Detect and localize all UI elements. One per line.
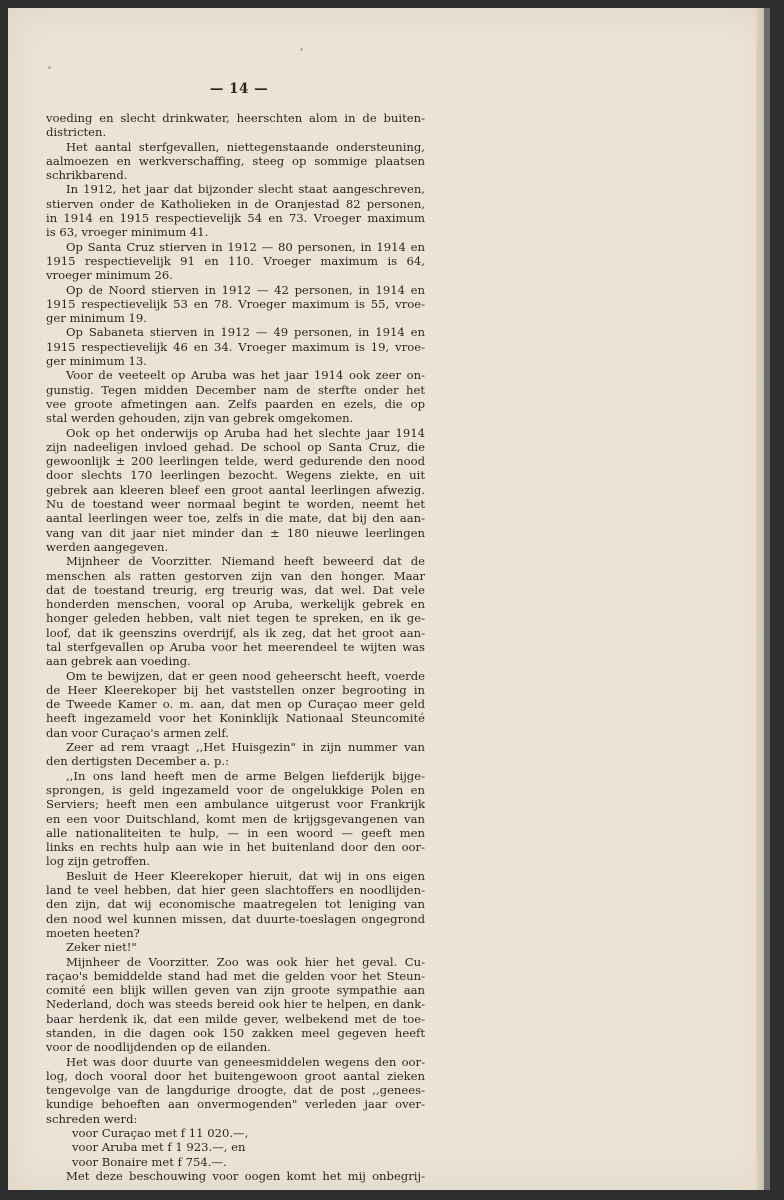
text-line: ger minimum 13. [46, 354, 147, 369]
text-line: districten. [46, 125, 107, 140]
text-line: dan voor Curaçao's armen zelf. [46, 725, 229, 740]
text-line: Mijnheer de Voorzitter. Niemand heeft beweerd dat de [66, 554, 425, 569]
text-line: log zijn getroffen. [46, 854, 151, 869]
text-line: tengevolge van de langdurige droogte, dat de post ,,genees- [46, 1083, 425, 1098]
text-line: ger minimum 19. [46, 311, 147, 326]
text-line: Mijnheer de Voorzitter. Zoo was ook hier het geval. Cu- [66, 954, 425, 969]
text-line: den zijn, dat wij economische maatregelen tot leniging van [46, 897, 425, 912]
text-line: heeft ingezameld voor het Koninklijk Nationaal Steuncomité [46, 711, 425, 726]
document-page [8, 8, 770, 1190]
text-line: Het was door duurte van geneesmiddelen wegens den oor- [66, 1054, 425, 1069]
text-line: voeding en slecht drinkwater, heerschten alom in de buiten- [46, 111, 425, 125]
text-line: menschen als ratten gestorven zijn van den honger. Maar [46, 568, 425, 583]
text-line: Nederland, doch was steeds bereid ook hier te helpen, en dank- [46, 997, 425, 1012]
text-line: honger geleden hebben, valt niet tegen te spreken, en ik ge- [46, 611, 425, 626]
text-line: en een voor Duitschland, komt men de krijgsgevangenen van [46, 811, 425, 826]
text-line: 1915 respectievelijk 91 en 110. Vroeger maximum is 64, [46, 253, 425, 268]
text-line: door slechts 170 leerlingen bezocht. Wegens ziekte, en uit [46, 468, 425, 483]
text-line: baar herdenk ik, dat een milde gever, welbekend met de toe- [46, 1011, 425, 1026]
text-line: Zeker niet!" [66, 940, 137, 955]
text-line: vee groote afmetingen aan. Zelfs paarden en ezels, die op [46, 396, 425, 411]
text-line: comité een blijk willen geven van zijn groote sympathie aan [46, 983, 425, 998]
text-line: is 63, vroeger minimum 41. [46, 225, 209, 240]
text-line: den nood wel kunnen missen, dat duurte-toeslagen ongegrond [46, 911, 425, 926]
text-line: zijn nadeeligen invloed gehad. De school op Santa Cruz, die [46, 439, 425, 454]
text-line: links en rechts hulp aan wie in het buitenland door den oor- [46, 840, 425, 855]
text-line: schrikbarend. [46, 168, 128, 183]
text-line: dat de toestand treurig, erg treurig was, dat wel. Dat vele [46, 582, 425, 597]
text-line: sprongen, is geld ingezameld voor de ongelukkige Polen en [46, 782, 425, 797]
text-line: moeten heeten? [46, 925, 140, 940]
page-number: — 14 — [209, 81, 269, 97]
text-line: gunstig. Tegen midden December nam de sterfte onder het [46, 382, 425, 397]
text-line: stal werden gehouden, zijn van gebrek omgekomen. [46, 411, 354, 426]
text-line: werden aangegeven. [46, 539, 169, 554]
text-line: vroeger minimum 26. [46, 268, 173, 283]
text-line: Ook op het onderwijs op Aruba had het slechte jaar 1914 [66, 425, 425, 440]
text-line: Voor de veeteelt op Aruba was het jaar 1914 ook zeer on- [66, 368, 425, 383]
text-line: Besluit de Heer Kleerekoper hieruit, dat wij in ons eigen [66, 868, 425, 883]
text-line: in 1914 en 1915 respectievelijk 54 en 73. Vroeger maximum [46, 211, 425, 226]
text-line: Zeer ad rem vraagt ,,Het Huisgezin" in zijn nummer van [66, 740, 425, 755]
text-line: In 1912, het jaar dat bijzonder slecht staat aangeschreven, [66, 182, 425, 197]
text-line: vang van dit jaar niet minder dan ± 180 nieuwe leerlingen [46, 525, 425, 540]
text-line: aan gebrek aan voeding. [46, 654, 191, 669]
text-line: honderden menschen, vooral op Aruba, werkelijk gebrek en [46, 597, 425, 612]
text-line: Om te bewijzen, dat er geen nood geheerscht heeft, voerde [66, 668, 425, 683]
text-line: 1915 respectievelijk 53 en 78. Vroeger maximum is 55, vroe- [46, 296, 425, 311]
text-line: gewoonlijk ± 200 leerlingen telde, werd gedurende den nood [46, 454, 425, 469]
text-line: Het aantal sterfgevallen, niettegenstaande ondersteuning, [66, 139, 425, 154]
text-line: aalmoezen en werkverschaffing, steeg op sommige plaatsen [46, 153, 425, 168]
text-line: voor de noodlijdenden op de eilanden. [46, 1040, 271, 1055]
text-line: schreden werd: [46, 1111, 138, 1126]
binding-strip [764, 8, 770, 1190]
text-line: alle nationaliteiten te hulp, — in een woord — geeft men [46, 825, 425, 840]
text-line: gebrek aan kleeren bleef een groot aantal leerlingen afwezig. [46, 482, 425, 497]
text-line: de Heer Kleerekoper bij het vaststellen onzer begrooting in [46, 682, 425, 697]
text-line: voor Bonaire met f 754.—. [72, 1154, 227, 1169]
text-line: kundige behoeften aan onvermogenden" verleden jaar over- [46, 1097, 425, 1112]
paper-speck [300, 48, 303, 51]
text-line: Op Sabaneta stierven in 1912 — 49 personen, in 1914 en [66, 325, 425, 340]
text-line: log, doch vooral door het buitengewoon groot aantal zieken [46, 1068, 425, 1083]
text-line: Op de Noord stierven in 1912 — 42 personen, in 1914 en [66, 282, 425, 297]
text-line: stierven onder de Katholieken in de Oranjestad 82 personen, [46, 196, 425, 211]
text-line: voor Aruba met f 1 923.—, en [72, 1140, 246, 1155]
text-line: den dertigsten December a. p.: [46, 754, 229, 769]
text-line: land te veel hebben, dat hier geen slachtoffers en noodlijden- [46, 883, 425, 898]
text-line: loof, dat ik geenszins overdrijf, als ik zeg, dat het groot aan- [46, 625, 425, 640]
text-line: Met deze beschouwing voor oogen komt het mij onbegrij- [66, 1168, 425, 1183]
body-text [46, 111, 425, 1183]
text-line: ,,In ons land heeft men de arme Belgen liefderijk bijge- [66, 768, 425, 783]
text-line: voor Curaçao met f 11 020.—, [72, 1126, 249, 1141]
text-line: tal sterfgevallen op Aruba voor het meerendeel te wijten was [46, 639, 425, 654]
text-line: standen, in die dagen ook 150 zakken meel gegeven heeft [46, 1026, 425, 1040]
text-line: aantal leerlingen weer toe, zelfs in die mate, dat bij den aan- [46, 511, 425, 526]
text-line: 1915 respectievelijk 46 en 34. Vroeger maximum is 19, vroe- [46, 339, 425, 354]
paper-speck [48, 66, 51, 69]
text-line: Op Santa Cruz stierven in 1912 — 80 personen, in 1914 en [66, 239, 425, 254]
text-line: Nu de toestand weer normaal begint te worden, neemt het [46, 497, 425, 512]
text-line: de Tweede Kamer o. m. aan, dat men op Curaçao meer geld [46, 697, 425, 712]
text-line: raçao's bemiddelde stand had met die gelden voor het Steun- [46, 968, 425, 983]
text-line: Serviers; heeft men een ambulance uitgerust voor Frankrijk [46, 797, 425, 812]
